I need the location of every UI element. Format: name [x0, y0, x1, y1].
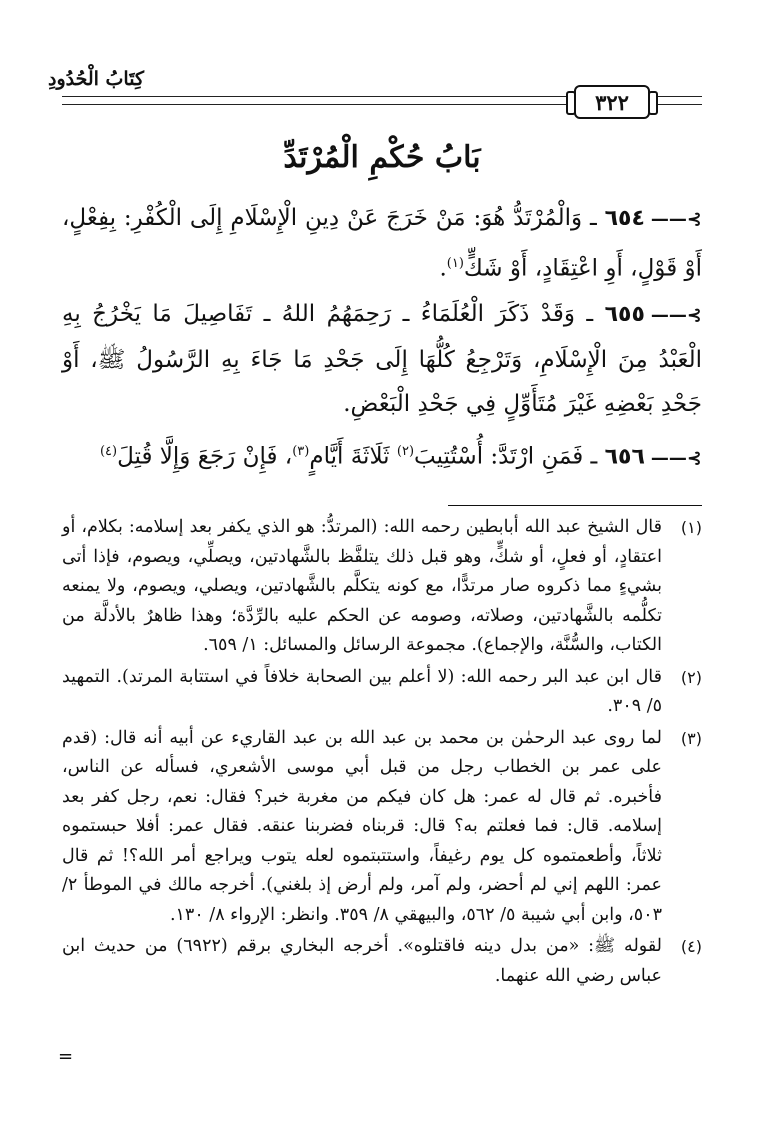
footnote-ref[interactable]: (٣): [292, 444, 310, 459]
footnote: [62, 663, 702, 722]
footnote-text: لقوله ﷺ: «من بدل دينه فاقتلوه». أخرجه البخاري برقم (٦٩٢٢) من حديث ابن عباس رضي الله عنهما.: [62, 936, 662, 986]
footnote-number: (٢): [680, 667, 702, 687]
footnote-ref[interactable]: (٤): [99, 444, 118, 459]
footnote-text: قال الشيخ عبد الله أبابطين رحمه الله: (المرتدُّ: هو الذي يكفر بعد إسلامه: بكلام، أو اعتقادٍ، أو فعلٍ، أو شكٍّ، وهو قبل ذلك يتلفَّظ بالشَّهادتين، ويصلِّي، ويصوم، فإذا أتى بشيءٍ مما ذكروه صار مرتدًّا، مع كونه يتكلَّم بالشَّهادتين، ويصلي، ويصوم، ولا يمنعه تكلُّمه بالشَّهادتين، وصلاته، وصومه عن الحكم عليه بالرِّدَّة؛ وهذا ظاهرٌ بالأدلَّة من الكتاب، والسُّنَّة، والإجماع). مجموعة الرسائل والمسائل: ١/ ٦٥٩.: [62, 517, 662, 655]
footnote-ref[interactable]: (١): [446, 256, 464, 271]
paragraph-number: ٦٥٥: [604, 302, 645, 327]
running-title: كِتَابُ الْحُدُودِ: [47, 68, 144, 90]
paragraph-656: [62, 430, 702, 481]
paragraph-text: ـ وَالْمُرْتَدُّ هُوَ: مَنْ خَرَجَ عَنْ دِينِ الْإِسْلَامِ إِلَى الْكُفْرِ: بِفِعْلٍ، أَوْ قَوْلٍ، أَوِ اعْتِقَادٍ، أَوْ شَكٍّ: [62, 205, 702, 282]
footnote-number: (٤): [680, 937, 702, 956]
footnote: [62, 932, 702, 991]
paragraph-end: .: [439, 255, 447, 282]
paragraph-text: ، فَإِنْ رَجَعَ وَإِلَّا قُتِلَ: [117, 443, 293, 470]
paragraph-text: ثَلَاثَةَ أَيَّامٍ: [309, 443, 397, 470]
footnote-ref[interactable]: (٢): [396, 444, 415, 459]
footnote: [62, 724, 702, 931]
footnote-number: (١): [680, 518, 702, 537]
footnote: [62, 513, 702, 661]
paragraph-654: [62, 196, 702, 291]
paragraph-655: [62, 292, 702, 426]
paragraph-text: ـ وَقَدْ ذَكَرَ الْعُلَمَاءُ ـ رَحِمَهُمُ اللهُ ـ تَفَاصِيلَ مَا يَخْرُجُ بِهِ الْعَبْدُ مِنَ الْإِسْلَامِ، وَتَرْجِعُ كُلُّهَا إِلَى جَحْدِ مَا جَاءَ بِهِ الرَّسُولُ ﷺ، أَوْ جَحْدِ بَعْضِهِ غَيْرَ مُتَأَوِّلٍ فِي جَحْدِ الْبَعْضِ.: [62, 301, 702, 417]
footnote-number: (٣): [680, 728, 702, 748]
paragraph-text: ـ فَمَنِ ارْتَدَّ: أُسْتُتِيبَ: [414, 443, 598, 470]
paragraph-number: ٦٥٦: [604, 444, 645, 470]
continuation-mark: =: [58, 1046, 74, 1067]
page-number: ٣٢٢: [574, 85, 650, 119]
chapter-title: بَابُ حُكْمِ الْمُرْتَدِّ: [283, 140, 481, 175]
paragraph-marker-icon: ⊱——: [650, 305, 703, 326]
paragraph-marker-icon: ⊱——: [650, 447, 702, 469]
footnotes: [62, 513, 702, 993]
footnote-separator: [448, 505, 702, 506]
footnote-text: قال ابن عبد البر رحمه الله: (لا أعلم بين الصحابة خلافاً في استتابة المرتد). التمهيد ٥/ ٣٠٩.: [62, 666, 662, 716]
paragraph-number: ٦٥٤: [604, 206, 645, 231]
footnote-text: لما روى عبد الرحمٰن بن محمد بن عبد الله بن عبد القاريء عن أبيه أنه قال: (قدم على عمر بن الخطاب رجل من قبل أبي موسى الأشعري، فسأله عن الناس، فأخبره. ثم قال له عمر: هل كان فيكم من مغربة خبر؟ فقال: نعم، رجل كفر بعد إسلامه. قال: فما فعلتم به؟ قال: قربناه فضربنا عنقه. فقال عمر: أفلا حبستموه ثلاثاً، وأطعمتموه كل يوم رغيفاً، واستتبتموه لعله يتوب ويراجع أمر الله؟! ثم قال عمر: اللهم إني لم أحضر، ولم آمر، ولم أرض إذ بلغني). أخرجه مالك في الموطأ ٢/ ٥٠٣، وابن أبي شيبة ٥/ ٥٦٢، والبيهقي ٨/ ٣٥٩. وانظر: الإرواء ٨/ ١٣٠.: [62, 727, 662, 925]
paragraph-marker-icon: ⊱——: [650, 209, 703, 230]
